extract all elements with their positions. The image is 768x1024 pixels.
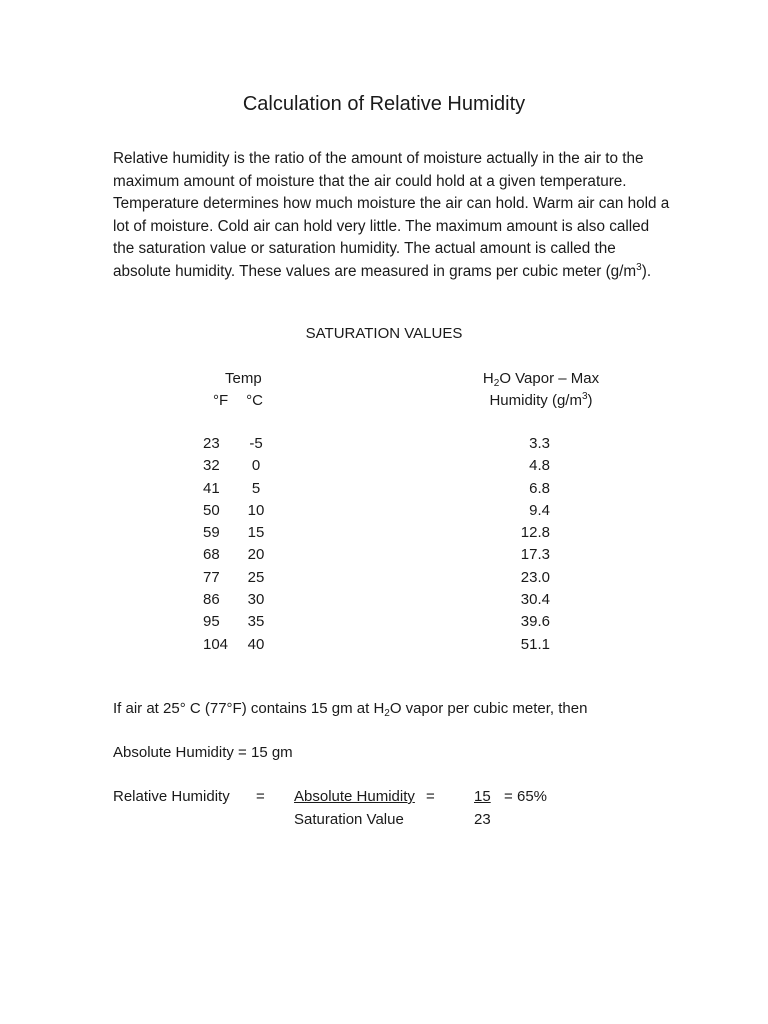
table-row bbox=[0, 435, 768, 457]
table-row bbox=[0, 569, 768, 591]
max-humidity-cell: 39.6 bbox=[520, 613, 550, 631]
temp-celsius-cell: -5 bbox=[249, 435, 263, 452]
max-humidity-cell: 4.8 bbox=[529, 457, 550, 475]
temp-fahrenheit-cell: 95 bbox=[203, 613, 220, 631]
relative-humidity-denominator bbox=[0, 811, 768, 833]
max-humidity-cell: 3.3 bbox=[529, 435, 550, 452]
temp-fahrenheit-cell: 68 bbox=[203, 546, 220, 564]
temp-celsius-cell: 15 bbox=[247, 524, 265, 542]
temp-celsius-cell: 35 bbox=[247, 613, 265, 631]
header-vapor-h: H bbox=[482, 370, 494, 387]
temp-celsius-cell: 0 bbox=[251, 457, 261, 475]
header-vapor bbox=[441, 368, 641, 412]
table-row bbox=[0, 613, 768, 635]
max-humidity-cell: 12.8 bbox=[520, 524, 550, 542]
max-humidity-cell: 23.0 bbox=[520, 568, 550, 586]
table-row bbox=[0, 457, 768, 479]
header-vapor-sub: 2 bbox=[493, 378, 500, 389]
intro-text: Relative humidity is the ratio of the amount of moisture actually in the air to the maximum amount of moisture that the air could hold at a given temperature. Temperature determines how much moisture the air can hold. Warm air can hold a lot of moisture. Cold air can hold very little. The maximum amount is also called the saturation value or saturation humidity. The actual amount is called the absolute humidity. These values are measured in grams per cubic meter (g/m bbox=[113, 150, 670, 280]
temp-fahrenheit-cell: 86 bbox=[203, 591, 220, 609]
temp-fahrenheit-cell: 41 bbox=[203, 479, 220, 497]
intro-text-end: ). bbox=[641, 262, 652, 280]
header-humidity-end: ) bbox=[587, 392, 593, 409]
temp-celsius-cell: 30 bbox=[247, 591, 265, 609]
rh-label: Relative Humidity bbox=[113, 788, 230, 805]
table-row bbox=[0, 591, 768, 613]
intro-paragraph bbox=[113, 148, 673, 283]
table-row bbox=[0, 524, 768, 546]
header-units bbox=[213, 390, 263, 412]
table-row bbox=[0, 480, 768, 502]
temp-celsius-cell: 20 bbox=[247, 546, 265, 564]
temp-celsius-cell: 10 bbox=[247, 501, 265, 519]
fraction-numerator: Absolute Humidity bbox=[294, 788, 415, 805]
temp-fahrenheit-cell: 23 bbox=[203, 435, 220, 452]
example-condition-end: O vapor per cubic meter, then bbox=[389, 700, 588, 717]
saturation-table bbox=[0, 435, 768, 658]
intro-superscript: 3 bbox=[636, 261, 642, 273]
value-15: 15 bbox=[474, 788, 491, 805]
relative-humidity-equation bbox=[0, 788, 768, 810]
absolute-humidity-line: Absolute Humidity = 15 gm bbox=[113, 744, 293, 761]
temp-fahrenheit-cell: 32 bbox=[203, 457, 220, 475]
temp-celsius-cell: 5 bbox=[251, 479, 261, 497]
temp-celsius-cell: 25 bbox=[247, 568, 265, 586]
section-heading: SATURATION VALUES bbox=[305, 325, 463, 342]
max-humidity-cell: 6.8 bbox=[529, 479, 550, 497]
fraction-denominator: Saturation Value bbox=[294, 811, 404, 828]
page-title: Calculation of Relative Humidity bbox=[242, 93, 526, 115]
header-temp: Temp bbox=[225, 370, 262, 387]
max-humidity-cell: 30.4 bbox=[520, 591, 550, 609]
header-humidity-line bbox=[441, 390, 641, 412]
header-fahrenheit: °F bbox=[213, 392, 229, 409]
numerator-equals: = bbox=[426, 788, 435, 805]
table-row bbox=[0, 636, 768, 658]
temp-fahrenheit-cell: 50 bbox=[203, 501, 220, 519]
header-celsius: °C bbox=[246, 392, 264, 409]
temp-celsius-cell: 40 bbox=[247, 635, 265, 653]
header-vapor-line bbox=[441, 368, 641, 390]
rh-equals: = bbox=[256, 788, 265, 805]
result-equals: = bbox=[504, 788, 513, 805]
header-vapor-rest: O Vapor – Max bbox=[499, 370, 600, 387]
table-row bbox=[0, 502, 768, 524]
temp-fahrenheit-cell: 59 bbox=[203, 524, 220, 542]
max-humidity-cell: 9.4 bbox=[529, 501, 550, 519]
example-condition-text: If air at 25° C (77°F) contains 15 gm at H bbox=[113, 700, 385, 717]
temp-fahrenheit-cell: 77 bbox=[203, 568, 220, 586]
value-23: 23 bbox=[474, 811, 491, 828]
header-humidity-text: Humidity (g/m bbox=[489, 392, 582, 409]
max-humidity-cell: 51.1 bbox=[520, 635, 550, 653]
result-percent: 65% bbox=[517, 788, 548, 805]
example-condition bbox=[113, 700, 587, 717]
temp-fahrenheit-cell: 104 bbox=[203, 635, 229, 653]
header-humidity-sup: 3 bbox=[581, 391, 588, 402]
max-humidity-cell: 17.3 bbox=[520, 546, 550, 564]
table-row bbox=[0, 546, 768, 568]
example-condition-sub: 2 bbox=[384, 708, 390, 719]
